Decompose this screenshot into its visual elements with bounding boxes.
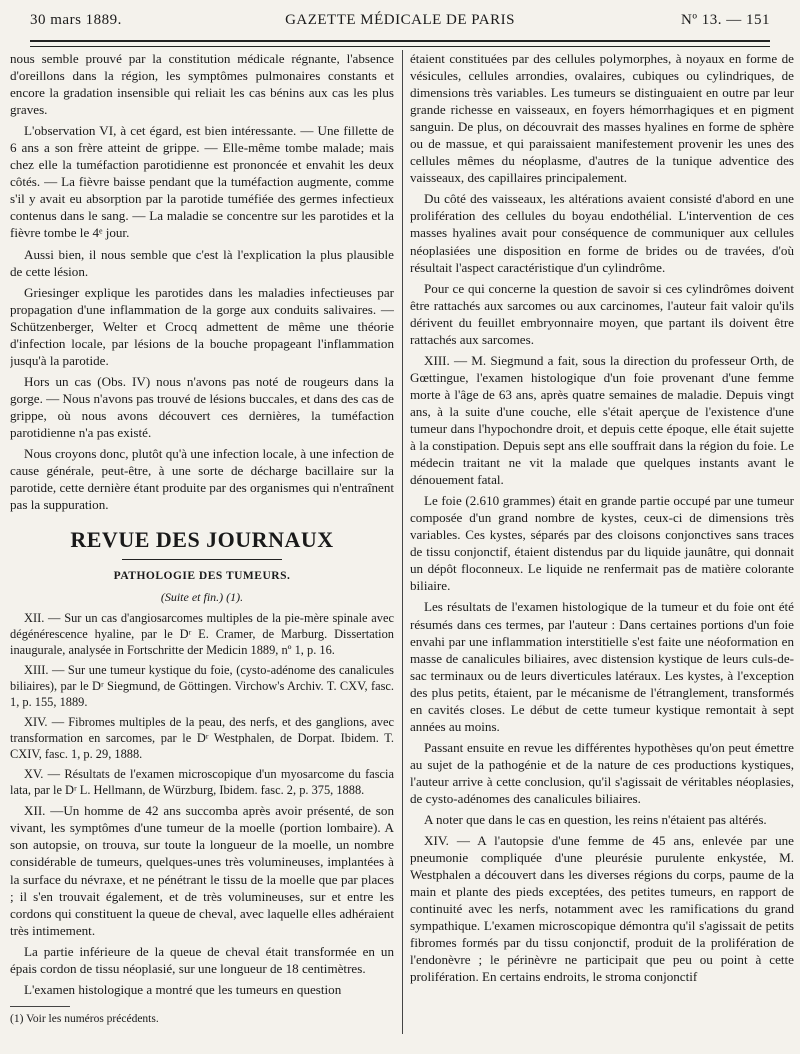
reference-entry: XII. — Sur un cas d'angiosarcomes multiples de la pie-mère spinale avec dégénérescence hyaline, par le Dʳ E. Cramer, de Marburg. Dissertation inaugurale, analysée in Fortschritte der Medicin 1889, nº 1, p. 16. xyxy=(10,611,394,658)
paragraph: nous semble prouvé par la constitution médicale régnante, l'absence d'oreillons dans la région, les symptômes pulmonaires constants et encore la gradation insensible qui reliait les cas bénins aux cas les plus graves. xyxy=(10,51,394,118)
reference-entry: XIV. — Fibromes multiples de la peau, des nerfs, et des ganglions, avec transformation en sarcomes, par le Dʳ Westphalen, de Dorpat. Ibidem. T. CXIV, fasc. 1, p. 29, 1888. xyxy=(10,715,394,762)
paragraph: Nous croyons donc, plutôt qu'à une infection locale, à une infection de cause générale, peut-être, à une sorte de décharge bacillaire sur la parotide, cette dernière étant produite par des organismes qui n'entraînent pas la suppuration. xyxy=(10,446,394,513)
paragraph: Du côté des vaisseaux, les altérations avaient consisté d'abord en une prolifération des cellules du boyau endothélial. L'intervention de ces masses hyalines avait pour conséquence de communiquer aux cellules néoplasiées une disposition en forme de brides ou de travées, d'où résultait l'aspect caractéristique d'un cylindrôme. xyxy=(410,191,794,275)
paragraph: Pour ce qui concerne la question de savoir si ces cylindrômes doivent être rattachés aux sarcomes ou aux carcinomes, l'auteur fait valoir qu'ils dérivent du feuillet embryonnaire moyen, que partant ils doivent être rattachés aux sarcomes. xyxy=(410,280,794,347)
issue-date: 30 mars 1889. xyxy=(30,12,122,28)
column-divider xyxy=(402,50,403,1034)
right-column xyxy=(410,50,794,1026)
left-column xyxy=(10,50,394,1026)
paragraph: Le foie (2.610 grammes) était en grande partie occupé par une tumeur composée d'un grand nombre de kystes, ceux-ci de dimensions très variables. Ces kystes, séparés par des cloisons conjonctives sans traces de tissu conjonctif, étaient distendus par du liquide jaunâtre, qui donnait un dépôt floconneux. Le liquide ne renfermait pas de matière colorante biliaire. xyxy=(410,493,794,594)
paragraph: Les résultats de l'examen histologique de la tumeur et du foie ont été résumés dans ces termes, par l'auteur : Dans certaines portions d'un foie envahi par une inflammation interstitielle s'est faite une néoformation en masse de canalicules biliaires, avec distension kystique de leurs culs-de-sac terminaux ou de leurs diverticules latéraux. Les kystes, à l'exception des plus petits, étaient, par le mécanisme de l'étranglement, transformés en cavités closes. Le début de cette tumeur kystique remontait à sept années au moins. xyxy=(410,599,794,734)
paragraph: La partie inférieure de la queue de cheval était transformée en un épais cordon de tissu néoplasié, sur une longueur de 18 centimètres. xyxy=(10,943,394,976)
paragraph: XIII. — M. Siegmund a fait, sous la direction du professeur Orth, de Gœttingue, l'examen histologique d'un foie provenant d'une femme morte à l'âge de 63 ans, après quatre semaines de maladie. Depuis vingt ans, à la suite d'une couche, elle s'était aperçue de l'existence d'une tumeur dans l'hypochondre droit, et depuis cette époque, elle était sujette à la constipation. Depuis sept ans elle souffrait dans la région du foie. Le médecin traitant ne vit la malade que quelques instants avant le dénouement fatal. xyxy=(410,352,794,488)
page-header xyxy=(30,12,770,34)
section-underline xyxy=(122,559,282,560)
paragraph: XII. —Un homme de 42 ans succomba après avoir présenté, de son vivant, les symptômes d'une tumeur de la moelle (portion lombaire). A son autopsie, on trouva, sur toute la longueur de la moelle, un nombre considérable de tumeurs, quelques-unes très volumineuses, implantées à la surface du névraxe, et ne pénétrant le tissu de la moelle que par places ; il s'en trouvait également, et de très volumineuses, sur et entre les cordons qui constituent la queue de cheval, avec laquelle elles adhéraient très intimement. xyxy=(10,803,394,938)
header-rule xyxy=(30,40,770,47)
page-number: Nº 13. — 151 xyxy=(681,12,770,28)
paragraph: Griesinger explique les parotides dans les maladies infectieuses par propagation d'une inflammation de la gorge aux conduits salivaires. — Schützenberger, Welter et Crocq admettent de même une théorie d'infection locale, par lésions de la bouche propageant l'inflammation jusqu'à la parotide. xyxy=(10,284,394,368)
journal-title: GAZETTE MÉDICALE DE PARIS xyxy=(285,12,515,28)
reference-entry: XIII. — Sur une tumeur kystique du foie, (cysto-adénome des canalicules biliaires), par le Dʳ Siegmund, de Göttingen. Virchow's Archiv. T. CXV, fasc. 1, p. 155, 1889. xyxy=(10,663,394,710)
subsection-title: PATHOLOGIE DES TUMEURS. xyxy=(113,570,291,583)
paragraph: A noter que dans le cas en question, les reins n'étaient pas altérés. xyxy=(424,812,767,828)
paragraph: L'observation VI, à cet égard, est bien intéressante. — Une fillette de 6 ans a son frère atteint de grippe. — Elle-même tombe malade; mais chez elle la tuméfaction parotidienne est prononcée et envahit les deux côtés. — La fièvre baisse pendant que la tuméfaction augmente, comme s'il y avait eu absorption par la parotide tuméfiée des germes infectieux contenus dans le sang. — La maladie se concentre sur les parotides et la fièvre tombe le 4ᵉ jour. xyxy=(10,123,394,241)
reference-entry: XV. — Résultats de l'examen microscopique d'un myosarcome du fascia lata, par le Dʳ L. Hellmann, de Würzburg, Ibidem. fasc. 2, p. 375, 1888. xyxy=(10,767,394,798)
subsection-note: (Suite et fin.) (1). xyxy=(160,590,244,605)
section-heading xyxy=(10,527,394,560)
paragraph: L'examen histologique a montré que les tumeurs en question xyxy=(24,981,342,997)
footnote-rule xyxy=(10,1006,70,1007)
paragraph: Passant ensuite en revue les différentes hypothèses qu'on peut émettre au sujet de la pathogénie et de la nature de ces productions kystiques, l'auteur arrive à cette conclusion, qu'il s'agissait de véritables néoplasies, de cysto-adénomes des canalicules biliaires. xyxy=(410,739,794,806)
paragraph: XIV. — A l'autopsie d'une femme de 45 ans, enlevée par une pneumonie compliquée d'une pleurésie purulente enkystée, M. Westphalen a découvert dans les diverses régions du corps, paume de la main et plante des pieds exceptées, des petites tumeurs, en rapport de continuité avec les nerfs, notamment avec les ramifications du grand sympathique. L'examen microscopique démontra qu'il s'agissait de petits fibromes formés par du tissu conjonctif, produit de la prolifération de l'endonèvre ; le périnèvre ne participait que peu ou point à cette prolifération. En certains endroits, le stroma conjonctif xyxy=(410,833,794,985)
footnote: (1) Voir les numéros précédents. xyxy=(10,1012,159,1025)
paragraph: Hors un cas (Obs. IV) nous n'avons pas noté de rougeurs dans la gorge. — Nous n'avons pas trouvé de lésions buccales, et dans des cas de grippe, où nous avons découvert ces dernières, la tuméfaction parotidienne n'a pas existé. xyxy=(10,373,394,440)
paragraph: Aussi bien, il nous semble que c'est là l'explication la plus plausible de cette lésion. xyxy=(10,246,394,279)
paragraph: étaient constituées par des cellules polymorphes, à noyaux en forme de vésicules, cellules arrondies, ovalaires, cubiques ou cylindriques, de dimensions très variables. Les tumeurs se distinguaient en outre par leur grande richesse en vaisseaux, en foyers hémorrhagiques et en pigment sanguin. De plus, on découvrait des masses hyalines en forme de sphère ou de massue, et qui paraissaient manifestement provenir les unes des cellules mêmes du néoplasme, d'autres de la tunique adventice des vaisseaux, des capillaires principalement. xyxy=(410,51,794,186)
section-title: REVUE DES JOURNAUX xyxy=(70,527,334,553)
